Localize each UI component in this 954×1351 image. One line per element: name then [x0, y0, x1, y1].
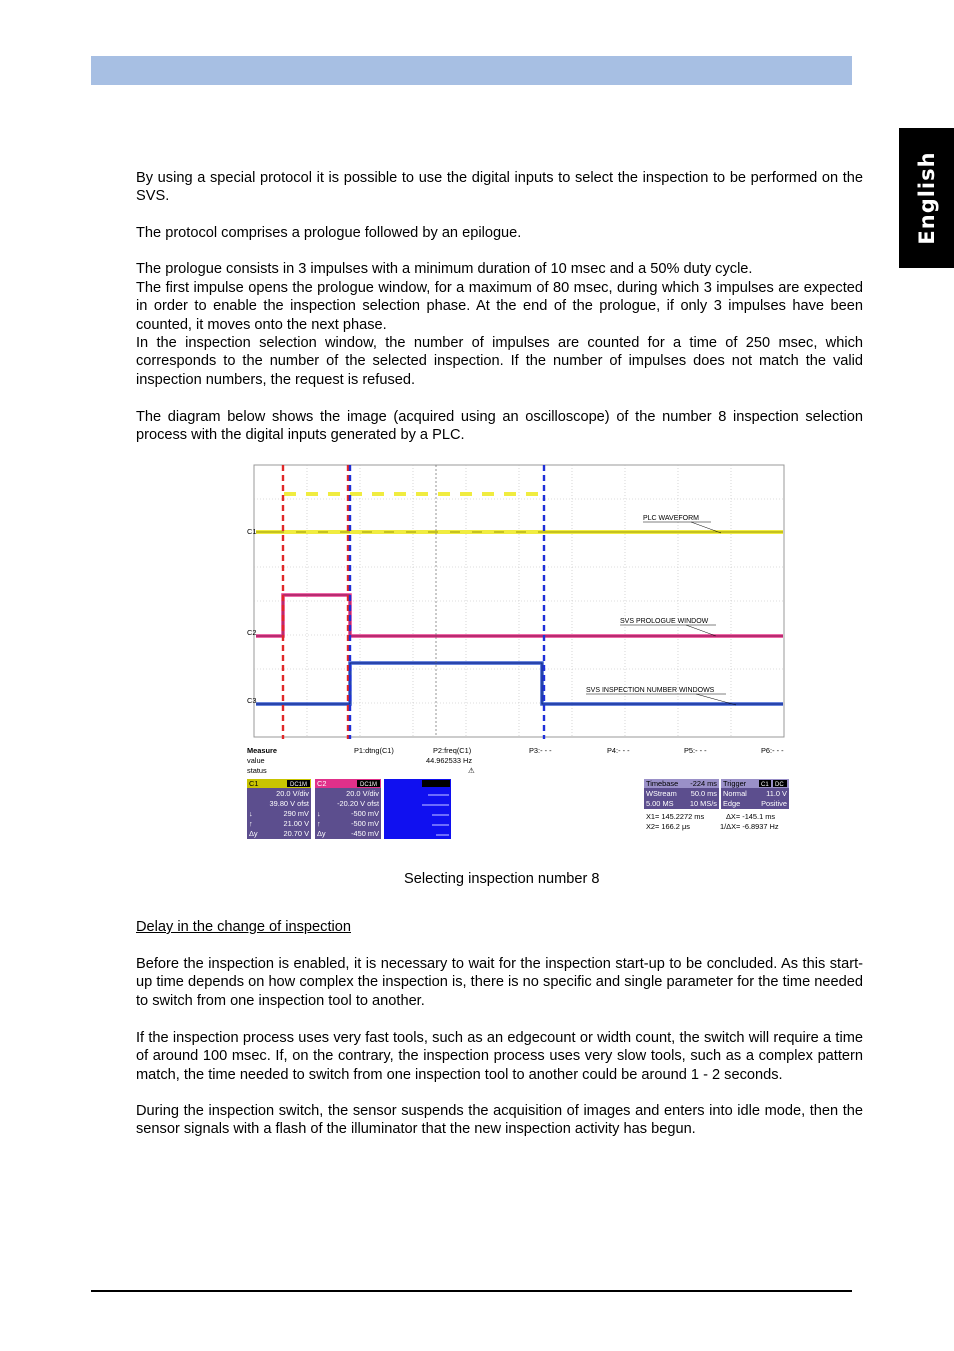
paragraph-switch: During the inspection switch, the sensor suspends the acquisition of images and enters into idle mode, then the sensor signals with a flash of the illuminator that the new inspection activity has begun.	[136, 1103, 863, 1138]
c1-r1-symbol: ↓	[249, 809, 253, 818]
trigger-channel: C1	[761, 782, 769, 788]
c2-r2-symbol: ↑	[317, 819, 321, 828]
measure-p4: P4:- - -	[607, 746, 630, 755]
c2-vdiv: 20.0 V/div	[346, 789, 379, 798]
c1-r3: 20.70 V	[283, 829, 309, 838]
warning-icon: ⚠	[468, 766, 475, 775]
timebase-mode: WStream	[646, 789, 677, 798]
c2-panel	[315, 779, 381, 839]
measure-p6: P6:- - -	[761, 746, 784, 755]
figure-caption: Selecting inspection number 8	[404, 871, 600, 887]
measure-value-row: value	[247, 756, 265, 765]
cursor-inv-dx: 1/ΔX= -6.8937 Hz	[720, 822, 779, 831]
trigger-coupling: DC	[775, 782, 784, 788]
paragraph-intro: By using a special protocol it is possible to use the digital inputs to select the inspection to be performed on the SVS.	[136, 170, 863, 205]
c1-r1: 290 mV	[283, 809, 309, 818]
trigger-slope: Positive	[761, 799, 787, 808]
language-tab	[899, 128, 954, 268]
c2-marker: C2	[247, 628, 257, 637]
timebase-mode-value: 50.0 ms	[690, 789, 717, 798]
c2-r2: -500 mV	[351, 819, 379, 828]
measure-status-row: status	[247, 766, 267, 775]
c1-r2: 21.00 V	[283, 819, 309, 828]
c1-r2-symbol: ↑	[249, 819, 253, 828]
cursor-x2: X2= 166.2 μs	[646, 822, 690, 831]
timebase-label: Timebase	[646, 779, 679, 788]
paragraph-startup: Before the inspection is enabled, it is necessary to wait for the inspection start-up to be concluded. As this start-up time depends on how complex the inspection is, there is no specific and single parameter for the time needed to switch from one inspection tool to another.	[136, 956, 863, 1009]
c1-coupling: DC1M	[290, 782, 308, 788]
c1-vdiv: 20.0 V/div	[276, 789, 309, 798]
c2-offset: -20.20 V ofst	[337, 799, 379, 808]
plc-waveform-label: PLC WAVEFORM	[643, 515, 700, 522]
timebase-panel	[644, 779, 719, 809]
oscilloscope-figure	[246, 464, 790, 840]
c2-r3-symbol: Δy	[317, 829, 326, 838]
trigger-mode: Normal	[723, 789, 747, 798]
paragraph-first-impulse: The first impulse opens the prologue window, for a maximum of 80 msec, during which 3 impulses are expected in order to enable the inspection selection phase. At the end of the prologue, if only 3 impulses have been counted, it moves onto the next phase.	[136, 280, 863, 333]
c3-panel	[384, 779, 451, 839]
paragraph-diagram-intro: The diagram below shows the image (acquired using an oscilloscope) of the number 8 inspection selection process with the digital inputs generated by a PLC.	[136, 409, 863, 444]
section-heading: Delay in the change of inspection	[136, 919, 351, 935]
measure-p1: P1:dtng(C1)	[354, 746, 394, 755]
paragraph-prologue: The prologue consists in 3 impulses with a minimum duration of 10 msec and a 50% duty cycle.	[136, 261, 753, 277]
footer-line	[91, 1290, 852, 1292]
header-bar	[91, 56, 852, 85]
trigger-level: 11.0 V	[766, 789, 787, 798]
c1-marker: C1	[247, 527, 257, 536]
c2-name: C2	[317, 779, 327, 788]
oscilloscope-svg	[246, 464, 790, 840]
measure-p3: P3:- - -	[529, 746, 552, 755]
measure-title: Measure	[247, 746, 277, 755]
paragraph-protocol: The protocol comprises a prologue followed by an epilogue.	[136, 225, 522, 241]
c3-marker: C3	[247, 696, 257, 705]
cursor-x1: X1= 145.2272 ms	[646, 812, 705, 821]
c2-r1-symbol: ↓	[317, 809, 321, 818]
c1-panel	[247, 779, 311, 839]
c1-name: C1	[249, 779, 259, 788]
c2-r3: -450 mV	[351, 829, 379, 838]
paragraph-selection-window: In the inspection selection window, the number of impulses are counted for a time of 250 msec, which corresponds to the number of the selected inspection. If the number of impulses does not match the valid inspection numbers, the request is refused.	[136, 335, 863, 388]
timebase-samples: 5.00 MS	[646, 799, 674, 808]
trigger-type: Edge	[723, 799, 741, 808]
timebase-rate: 10 MS/s	[689, 799, 717, 808]
prologue-window-label: SVS PROLOGUE WINDOW	[620, 618, 709, 625]
c1-r3-symbol: Δy	[249, 829, 258, 838]
measure-p2-value: 44.962533 Hz	[426, 756, 473, 765]
c2-coupling: DC1M	[360, 782, 378, 788]
language-tab-label: English	[914, 151, 939, 245]
cursor-dx: ΔX= -145.1 ms	[726, 812, 776, 821]
trigger-panel	[721, 779, 789, 809]
c1-offset: 39.80 V ofst	[269, 799, 309, 808]
measure-p2: P2:freq(C1)	[433, 746, 472, 755]
inspection-window-label: SVS INSPECTION NUMBER WINDOWS	[586, 687, 715, 694]
timebase-value: -224 ms	[690, 779, 717, 788]
paragraph-fast-tools: If the inspection process uses very fast tools, such as an edgecount or width count, the switch will require a time of around 100 msec. If, on the contrary, the inspection process uses very slow tools, such as a complex pattern match, the time needed to switch from one inspection tool to another could be around 1 - 2 seconds.	[136, 1030, 863, 1083]
trigger-label: Trigger	[723, 779, 747, 788]
measure-p5: P5:- - -	[684, 746, 707, 755]
c2-r1: -500 mV	[351, 809, 379, 818]
